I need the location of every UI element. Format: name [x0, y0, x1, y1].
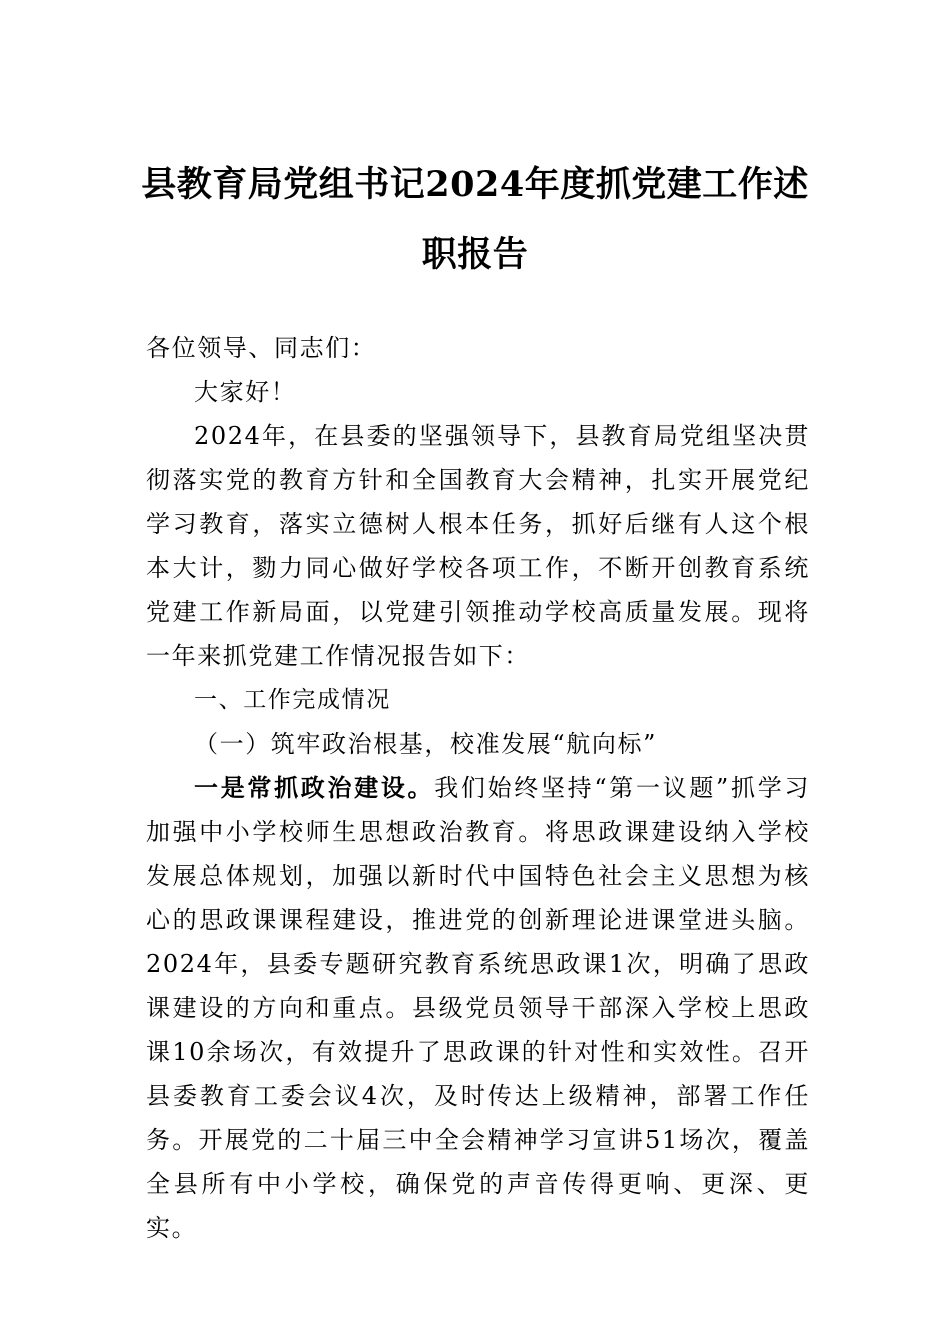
- salutation: 各位领导、同志们：: [146, 334, 377, 362]
- intro-paragraph: 2024年，在县委的坚强领导下，县教育局党组坚决贯彻落实党的教育方针和全国教育大会精神，扎实开展党纪学习教育，落实立德树人根本任务，抓好后继有人这个根本大计，勠力同心做好学校各项工作，不断开创教育系统党建工作新局面，以党建引领推动学校高质量发展。现将一年来抓党建工作情况报告如下：: [146, 422, 810, 670]
- point-paragraph: [146, 766, 810, 1250]
- greeting: 大家好！: [194, 378, 297, 406]
- document-title: [130, 150, 820, 290]
- section-heading: 一、工作完成情况: [194, 687, 391, 713]
- point-lead: 一是常抓政治建设。: [194, 773, 435, 802]
- subsection-heading: （一）筑牢政治根基，校准发展“航向标”: [194, 730, 657, 758]
- title-line-1: 县教育局党组书记2024年度抓党建工作述: [141, 164, 809, 205]
- title-line-2: 职报告: [421, 234, 529, 275]
- point-text: 我们始终坚持“第一议题”抓学习加强中小学校师生思想政治教育。将思政课建设纳入学校发展总体规划，加强以新时代中国特色社会主义思想为核心的思政课课程建设，推进党的创新理论进课堂进头脑。2024年，县委专题研究教育系统思政课1次，明确了思政课建设的方向和重点。县级党员领导干部深入学校上思政课10余场次，有效提升了思政课的针对性和实效性。召开县委教育工委会议4次，及时传达上级精神，部署工作任务。开展党的二十届三中全会精神学习宣讲51场次，覆盖全县所有中小学校，确保党的声音传得更响、更深、更实。: [146, 774, 810, 1242]
- document-body: [146, 326, 810, 1250]
